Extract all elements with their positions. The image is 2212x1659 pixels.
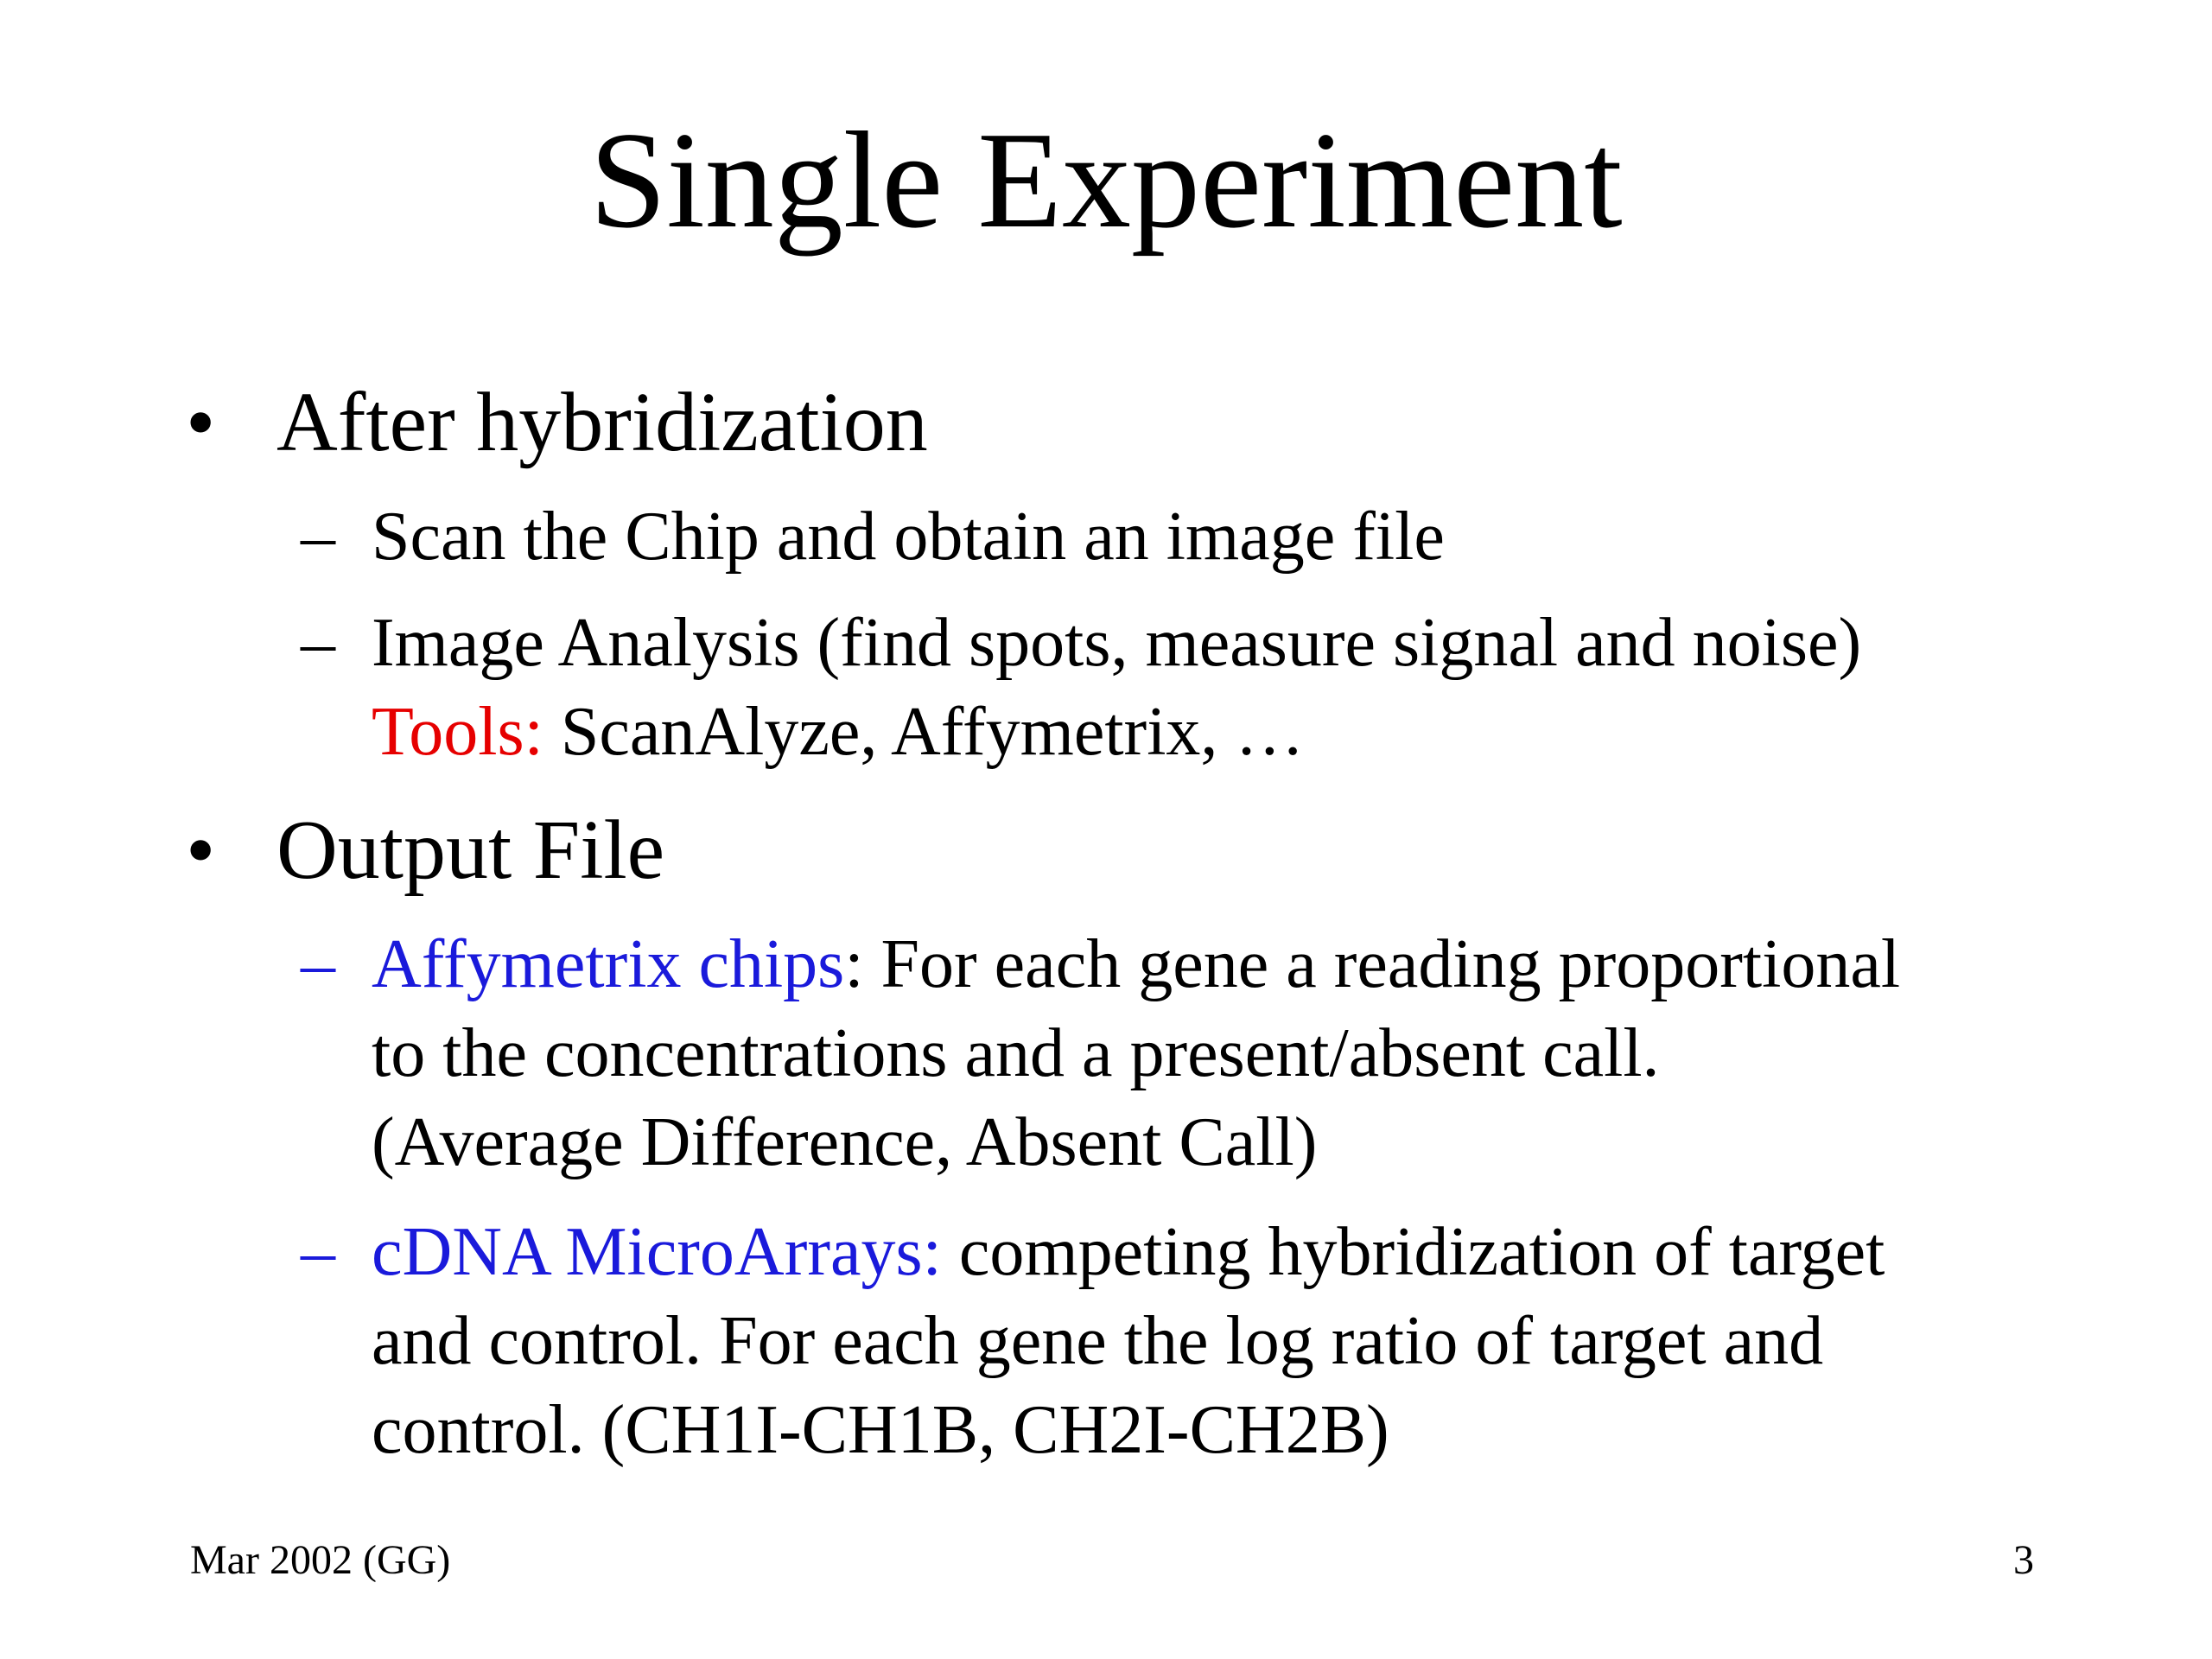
subitem-line: Scan the Chip and obtain an image file [372,499,1445,575]
subitem-line: to the concentrations and a present/absent call. [372,1015,1660,1091]
dash-icon: – [301,605,335,681]
tools-line [372,688,2169,777]
dash-icon: – [301,926,335,1002]
bullet-icon: • [186,376,216,469]
subitem-line-rest: competing hybridization of target [941,1214,1885,1290]
subitem-text [372,599,2169,777]
subitem-line [372,1208,2169,1297]
slide-title: Single Experiment [589,103,1623,257]
subitem-line: and control. For each gene the log ratio of target and [372,1303,1824,1379]
subitem-line: control. (CH1I-CH1B, CH2I-CH2B) [372,1392,1389,1468]
slide-number: 3 [2013,1537,2034,1583]
subitem-text [372,920,2169,1187]
subitem-line [372,920,2169,1009]
dash-icon: – [301,499,335,575]
bullet-icon: • [186,804,216,897]
subitem-line-rest: : For each gene a reading proportional [844,926,1901,1002]
bullet-text: Output File [276,804,665,897]
bullet-text: After hybridization [276,376,928,469]
subitem-line: (Average Difference, Absent Call) [372,1104,1318,1180]
subitem-line: Image Analysis (find spots, measure signal and noise) [372,605,1862,681]
tools-text: ScanAlyze, Affymetrix, … [543,694,1305,770]
subitem-label: cDNA MicroArrays: [372,1214,942,1290]
subitem-text [372,493,2169,582]
subitem-text [372,1208,2169,1475]
footer-date: Mar 2002 (GG) [190,1537,451,1583]
subitem-label: Affymetrix chips [372,926,845,1002]
dash-icon: – [301,1214,335,1290]
tools-label: Tools: [372,694,543,770]
